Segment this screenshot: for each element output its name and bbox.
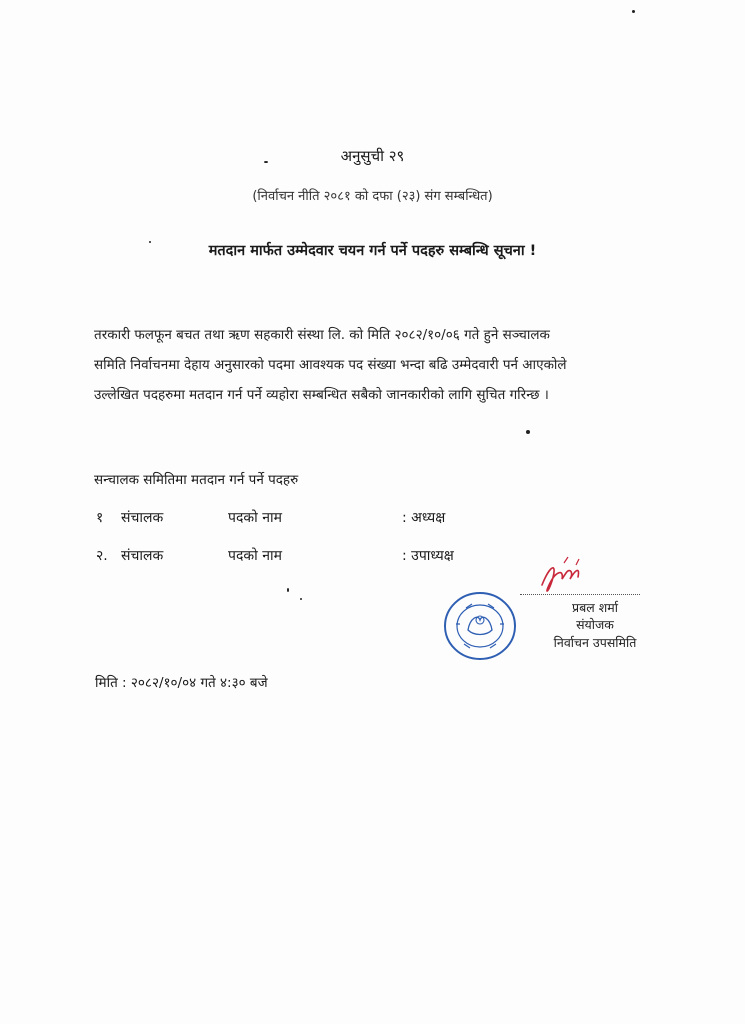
scan-speck: [300, 598, 302, 600]
organization-seal: [442, 590, 518, 662]
scan-speck: [632, 10, 635, 13]
notice-body-line: उल्लेखित पदहरुमा मतदान गर्न पर्ने व्यहोरा सम्बन्धित सबैको जानकारीको लागि सुचित गरिन्छ ।: [94, 387, 549, 403]
signer-office: निर्वाचन उपसमिति: [553, 635, 637, 650]
page-heading: अनुसुची २९: [340, 147, 405, 165]
position-number: २.: [96, 548, 108, 564]
position-label: पदको नाम: [228, 548, 282, 564]
scan-speck: [287, 588, 289, 592]
notice-body: [94, 320, 654, 410]
position-name: : उपाध्यक्ष: [402, 548, 454, 564]
position-label: पदको नाम: [228, 510, 282, 526]
position-role: संचालक: [121, 510, 164, 526]
page-subheading: (निर्वाचन नीति २०८१ को दफा (२३) संग सम्बन्धित): [252, 189, 493, 204]
signer-name: प्रबल शर्मा: [572, 600, 618, 615]
position-number: १: [96, 510, 104, 526]
notice-date: मिति : २०८२/१०/०४ गते ४:३० बजे: [95, 675, 268, 691]
notice-body-line: समिति निर्वाचनमा देहाय अनुसारको पदमा आवश्यक पद संख्या भन्दा बढि उम्मेदवारी पर्न आएकोले: [94, 357, 567, 373]
position-role: संचालक: [121, 548, 164, 564]
section-title: सन्चालक समितिमा मतदान गर्न पर्ने पदहरु: [94, 472, 299, 488]
signature-line: [520, 594, 640, 595]
position-name: : अध्यक्ष: [402, 510, 446, 526]
notice-body-line: तरकारी फलफून बचत तथा ऋण सहकारी संस्था लि. को मिति २०८२/१०/०६ गते हुने सञ्चालक: [94, 327, 550, 343]
signer-title: संयोजक: [576, 617, 614, 632]
notice-title: मतदान मार्फत उम्मेदवार चयन गर्न पर्ने पदहरु सम्बन्धि सूचना !: [208, 243, 537, 259]
scan-speck: [526, 430, 530, 434]
